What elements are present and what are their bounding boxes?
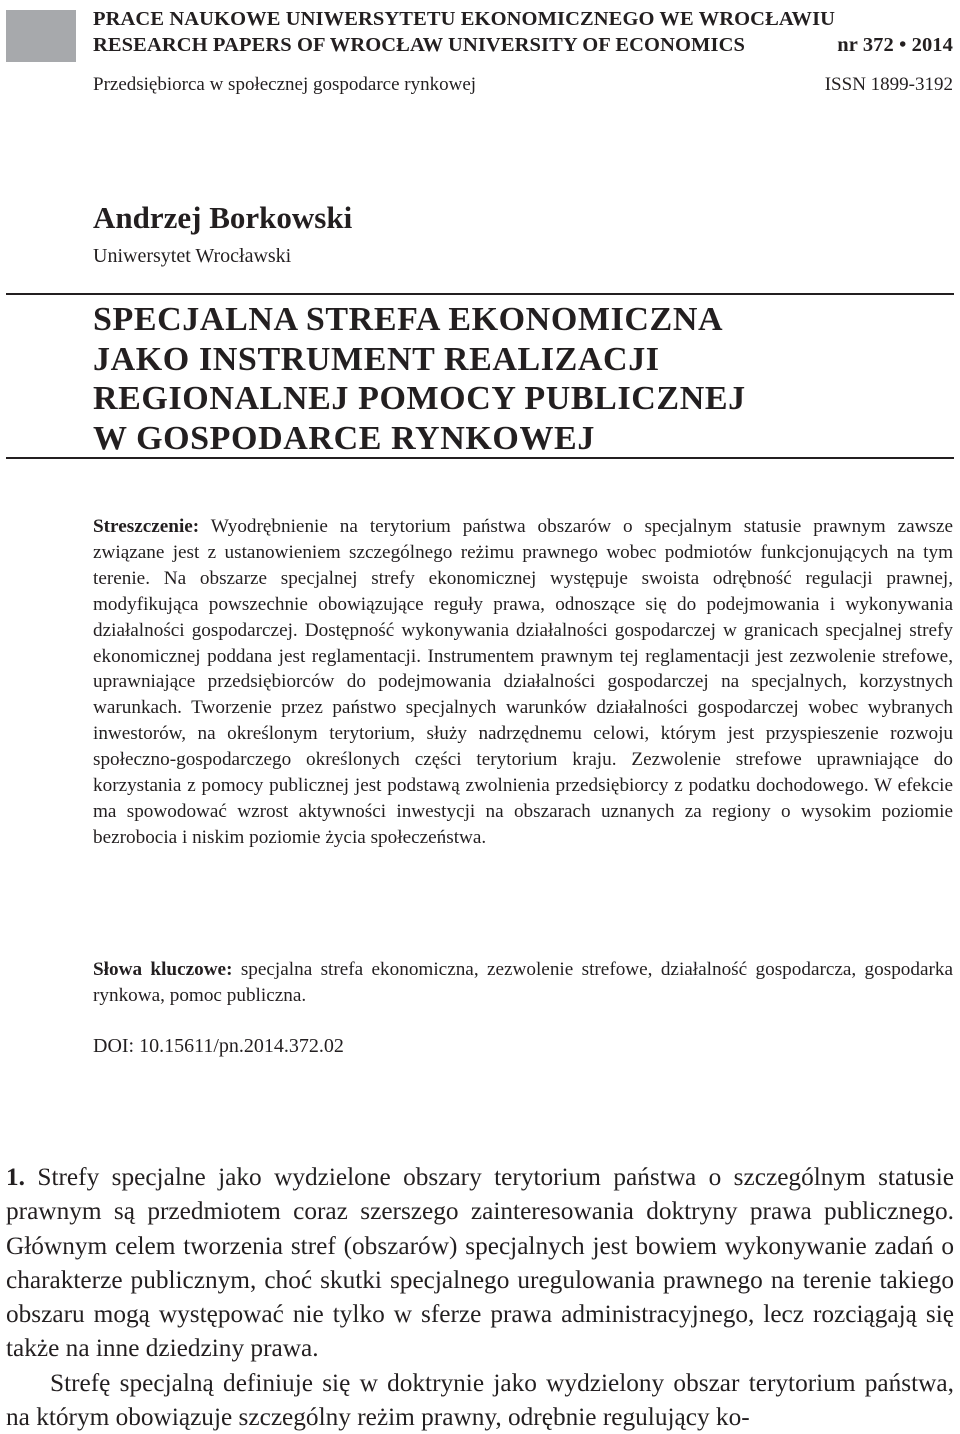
body-text — [6, 1160, 954, 1434]
issue-number: nr 372 • 2014 — [837, 34, 953, 56]
author-affiliation: Uniwersytet Wrocławski — [93, 245, 292, 267]
series-row — [93, 73, 953, 97]
abstract — [93, 514, 953, 851]
paragraph-text: Strefy specjalne jako wydzielone obszary terytorium państwa o szczególnym statusie prawnym są przedmiotem coraz szerszego zainteresowania doktryny prawa publicznego. Głównym celem tworzenia stref (obszarów) specjalnych jest bowiem wykonywanie zadań o charakterze publicznym, choć skutki specjalnego uregulowania prawnego na terenie takiego obszaru mogą występować nie tylko w sferze prawa administracyjnego, lecz rozciągają się także na inne dziedziny prawa. — [6, 1163, 955, 1363]
title-top-rule — [6, 293, 954, 295]
header-gray-block — [6, 10, 76, 62]
title-line: SPECJALNA STREFA EKONOMICZNA — [93, 301, 724, 338]
section-number: 1. — [6, 1163, 25, 1191]
issn: ISSN 1899-3192 — [824, 74, 953, 95]
journal-title-pl: PRACE NAUKOWE UNIWERSYTETU EKONOMICZNEGO WE WROCŁAWIU — [93, 8, 836, 30]
abstract-label: Streszczenie: — [93, 516, 200, 537]
title-bottom-rule — [6, 457, 954, 459]
abstract-text: Wyodrębnienie na terytorium państwa obszarów o specjalnym statusie prawnym zawsze związane jest z ustanowieniem szczególnego reżimu prawnego wobec podmiotów funkcjonujących na tym terenie. Na obszarze specjalnej strefy ekonomicznej występuje swoista odrębność regulacji prawnej, modyfikująca powszechnie obowiązujące reguły prawa, odnoszące się do podejmowania i wykonywania działalności gospodarczej. Dostępność wykonywania działalności gospodarczej w granicach specjalnej strefy ekonomicznej poddana jest reglamentacji. Instrumentem prawnym tej reglamentacji jest zezwolenie strefowe, uprawniające przedsiębiorców do podejmowania działalności gospodarczej na specjalnych, korzystnych warunkach. Tworzenie przez państwo specjalnych warunków działalności gospodarczej wobec wybranych inwestorów, na określonym terytorium, służy nadrzędnemu celowi, którym jest przyspieszenie rozwoju społeczno-gospodarczego określonych części terytorium kraju. Zezwolenie strefowe uprawniające do korzystania z pomocy publicznej jest podstawą zwolnienia przedsiębiorcy z podatku dochodowego. W efekcie ma spowodować wzrost aktywności inwestycji na obszarach uznanych za regiony o wysokim poziomie bezrobocia i niskim poziomie życia społeczeństwa. — [93, 516, 954, 848]
paragraph: Strefę specjalną definiuje się w doktrynie jako wydzielony obszar terytorium państwa, na którym obowiązuje szczególny reżim prawny, odrębnie regulujący ko- — [6, 1368, 954, 1432]
paragraph — [6, 1160, 954, 1366]
author-name: Andrzej Borkowski — [93, 200, 353, 235]
article-title — [93, 300, 953, 458]
keywords-label: Słowa kluczowe: — [93, 959, 233, 980]
doi: DOI: 10.15611/pn.2014.372.02 — [93, 1035, 344, 1057]
keywords — [93, 957, 953, 1009]
journal-title-en: RESEARCH PAPERS OF WROCŁAW UNIVERSITY OF ECONOMICS — [93, 34, 745, 56]
title-line: W GOSPODARCE RYNKOWEJ — [93, 419, 595, 457]
keywords-text: specjalna strefa ekonomiczna, zezwolenie strefowe, działalność gospodarcza, gospodarka rynkowa, pomoc publiczna. — [93, 959, 953, 1006]
title-line: JAKO INSTRUMENT REALIZACJI — [93, 340, 660, 378]
series-title: Przedsiębiorca w społecznej gospodarce rynkowej — [93, 74, 477, 95]
journal-title-en-row — [93, 33, 953, 57]
title-line: REGIONALNEJ POMOCY PUBLICZNEJ — [93, 380, 746, 417]
